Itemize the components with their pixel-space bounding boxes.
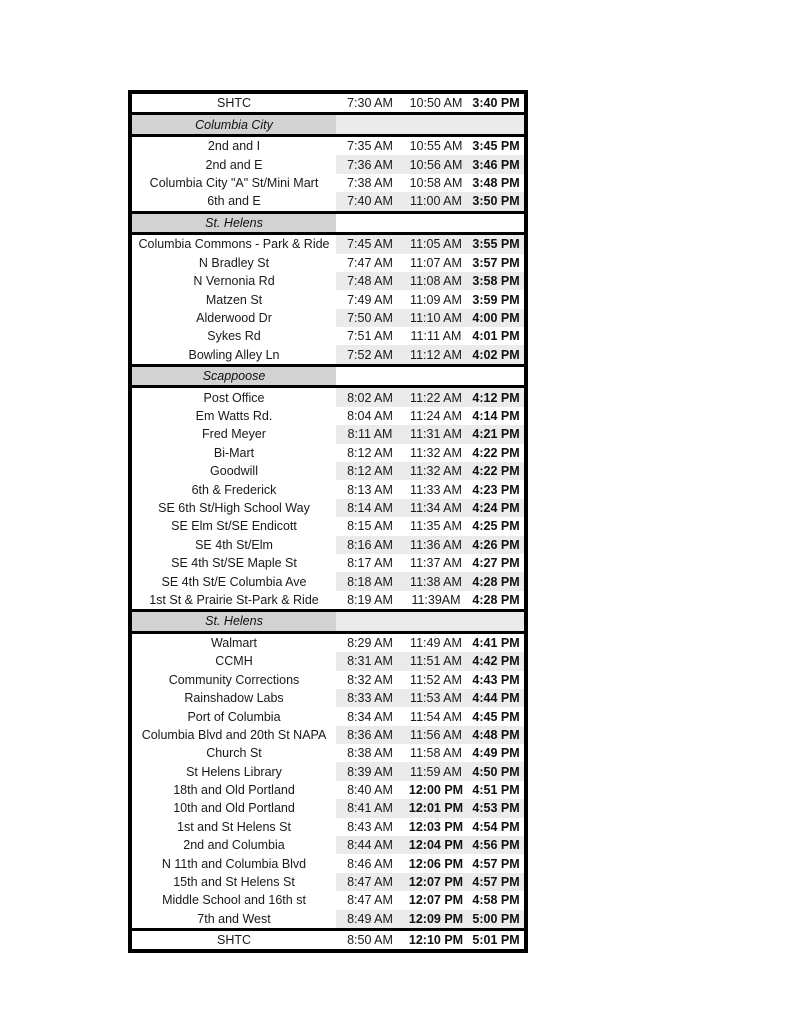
section-label: St. Helens (132, 214, 336, 233)
time-cell-run3 (468, 612, 524, 631)
time-cell-run2: 11:49 AM (410, 635, 462, 650)
time-cell-run2 (404, 214, 468, 233)
time-cell-run3: 4:25 PM (472, 519, 520, 534)
time-cell-run2: 11:33 AM (410, 482, 462, 497)
stop-name: Columbia City "A" St/Mini Mart (149, 175, 319, 190)
stop-name: 6th and E (207, 194, 261, 209)
stop-name: Church St (206, 746, 262, 761)
time-cell-run1: 8:04 AM (347, 409, 393, 424)
stop-name: Post Office (203, 390, 265, 405)
time-cell-run1: 8:29 AM (347, 635, 393, 650)
time-cell-run1: 8:12 AM (347, 445, 393, 460)
time-cell-run1: 7:36 AM (336, 155, 404, 173)
time-cell-run3: 4:49 PM (472, 746, 520, 761)
time-cell-run1: 7:51 AM (347, 329, 393, 344)
time-cell-run2: 12:07 PM (408, 893, 464, 908)
stop-name: 15th and St Helens St (173, 875, 295, 890)
time-cell-run3: 4:00 PM (468, 309, 524, 327)
stop-name: SE 4th St/SE Maple St (171, 556, 297, 571)
time-cell-run2: 12:04 PM (404, 836, 468, 854)
stop-row (132, 388, 524, 406)
stop-row (132, 762, 524, 780)
stop-row (132, 174, 524, 192)
time-cell-run3: 4:50 PM (468, 762, 524, 780)
time-cell-run3: 3:58 PM (468, 272, 524, 290)
time-cell-run1: 7:52 AM (336, 345, 404, 363)
time-cell-run1: 8:19 AM (347, 592, 393, 607)
time-cell-run2: 11:24 AM (410, 409, 462, 424)
stop-name: Columbia Commons - Park & Ride (138, 237, 330, 252)
stop-name: SE 4th St/E Columbia Ave (161, 574, 307, 589)
time-cell-run1: 8:17 AM (347, 556, 393, 571)
time-cell-run1: 8:13 AM (347, 482, 393, 497)
time-cell-run3: 3:46 PM (468, 155, 524, 173)
stop-row (132, 799, 524, 817)
time-cell-run1: 7:47 AM (347, 255, 393, 270)
time-cell-run1: 7:38 AM (347, 175, 393, 190)
section-header-row (132, 211, 524, 236)
time-cell-run2: 11:32 AM (404, 462, 468, 480)
time-cell-run2: 11:58 AM (410, 746, 462, 761)
time-cell-run3: 3:57 PM (472, 255, 520, 270)
time-cell-run2: 11:52 AM (410, 672, 462, 687)
time-cell-run1 (336, 367, 404, 386)
time-cell-run2: 10:50 AM (409, 96, 463, 111)
time-cell-run3: 4:23 PM (472, 482, 520, 497)
time-cell-run2: 12:09 PM (404, 910, 468, 928)
time-cell-run2: 12:01 PM (404, 799, 468, 817)
time-cell-run1: 8:15 AM (347, 519, 393, 534)
stop-name: Em Watts Rd. (195, 409, 273, 424)
time-cell-run3: 4:28 PM (468, 572, 524, 590)
stop-name: N 11th and Columbia Blvd (161, 856, 307, 871)
time-cell-run1: 8:50 AM (347, 933, 393, 948)
time-cell-run3: 4:51 PM (472, 783, 520, 798)
stop-name: Columbia Blvd and 20th St NAPA (141, 727, 327, 742)
time-cell-run1: 8:11 AM (336, 425, 404, 443)
stop-row (132, 155, 524, 173)
section-header-row (132, 112, 524, 137)
stop-row (132, 137, 524, 155)
section-header-row (132, 364, 524, 389)
stop-name: Sykes Rd (207, 329, 261, 344)
time-cell-run3: 4:14 PM (472, 409, 520, 424)
stop-name: Fred Meyer (202, 427, 266, 442)
time-cell-run2: 12:03 PM (408, 819, 464, 834)
time-cell-run1: 7:49 AM (347, 292, 393, 307)
section-label: St. Helens (132, 612, 336, 631)
time-cell-run2: 12:06 PM (408, 856, 464, 871)
stop-row (132, 928, 524, 949)
stop-name: Middle School and 16th st (162, 893, 306, 908)
time-cell-run3: 4:12 PM (468, 388, 524, 406)
stop-row (132, 235, 524, 253)
stop-row (132, 480, 524, 498)
time-cell-run1: 8:32 AM (347, 672, 393, 687)
stop-row (132, 309, 524, 327)
stop-name: 1st and St Helens St (177, 819, 291, 834)
time-cell-run3: 4:24 PM (468, 499, 524, 517)
stop-name: 7th and West (197, 911, 271, 926)
stop-name: SE 6th St/High School Way (158, 501, 310, 515)
stop-name: N Bradley St (198, 255, 270, 270)
time-cell-run1: 8:39 AM (336, 762, 404, 780)
stop-name: Community Corrections (168, 672, 300, 687)
stop-name: Matzen St (205, 292, 263, 307)
stop-name: 2nd and I (207, 139, 261, 154)
time-cell-run2: 12:10 PM (408, 933, 464, 948)
time-cell-run3: 3:45 PM (472, 139, 520, 154)
time-cell-run2 (404, 367, 468, 386)
time-cell-run3: 4:22 PM (468, 462, 524, 480)
time-cell-run2: 11:36 AM (404, 536, 468, 554)
time-cell-run1: 8:38 AM (347, 746, 393, 761)
time-cell-run3: 3:40 PM (472, 96, 520, 111)
time-cell-run3: 4:56 PM (468, 836, 524, 854)
time-cell-run3: 4:42 PM (468, 652, 524, 670)
time-cell-run1: 8:34 AM (347, 709, 393, 724)
stop-name: Goodwill (210, 464, 258, 479)
time-cell-run3: 4:21 PM (468, 425, 524, 443)
stop-name: 2nd and Columbia (183, 838, 285, 853)
stop-row (132, 854, 524, 872)
time-cell-run2: 11:08 AM (404, 272, 468, 290)
time-cell-run2: 10:58 AM (409, 175, 463, 190)
stop-name: Rainshadow Labs (184, 691, 284, 706)
time-cell-run2: 11:09 AM (410, 292, 462, 307)
time-cell-run1: 8:44 AM (336, 836, 404, 854)
stop-name: 2nd and E (205, 157, 263, 172)
stop-name: Walmart (210, 635, 258, 650)
stop-row (132, 554, 524, 572)
stop-row (132, 192, 524, 210)
stop-row (132, 345, 524, 363)
time-cell-run3: 4:53 PM (468, 799, 524, 817)
time-cell-run3: 4:26 PM (468, 536, 524, 554)
time-cell-run1 (336, 612, 404, 631)
stop-row (132, 744, 524, 762)
time-cell-run3 (468, 214, 524, 233)
time-cell-run3: 5:01 PM (472, 933, 520, 948)
time-cell-run3: 4:02 PM (468, 345, 524, 363)
stop-name: SHTC (216, 96, 252, 111)
time-cell-run2: 11:54 AM (410, 709, 462, 724)
stop-row (132, 781, 524, 799)
time-cell-run1: 8:12 AM (336, 462, 404, 480)
stop-name: 10th and Old Portland (173, 801, 295, 816)
stop-name: Bi-Mart (213, 445, 255, 460)
time-cell-run2: 11:07 AM (410, 255, 462, 270)
stop-row (132, 290, 524, 308)
stop-row (132, 707, 524, 725)
time-cell-run3: 4:41 PM (472, 635, 520, 650)
time-cell-run2: 12:07 PM (404, 873, 468, 891)
time-cell-run3: 5:00 PM (468, 910, 524, 928)
time-cell-run3: 4:57 PM (468, 873, 524, 891)
time-cell-run2: 10:56 AM (404, 155, 468, 173)
time-cell-run2: 11:22 AM (404, 388, 468, 406)
stop-name: 6th & Frederick (191, 482, 277, 497)
stop-name: Port of Columbia (187, 709, 281, 724)
time-cell-run1: 8:43 AM (347, 819, 393, 834)
stop-row (132, 517, 524, 535)
time-cell-run1: 7:40 AM (336, 192, 404, 210)
time-cell-run3: 3:48 PM (472, 175, 520, 190)
time-cell-run2: 11:00 AM (404, 192, 468, 210)
section-label: Scappoose (132, 367, 336, 386)
time-cell-run3: 4:27 PM (472, 556, 520, 571)
time-cell-run2: 11:12 AM (404, 345, 468, 363)
time-cell-run3: 4:54 PM (472, 819, 520, 834)
time-cell-run1: 8:02 AM (336, 388, 404, 406)
time-cell-run1: 8:18 AM (336, 572, 404, 590)
time-cell-run2: 11:31 AM (404, 425, 468, 443)
stop-row (132, 818, 524, 836)
stop-row (132, 836, 524, 854)
time-cell-run3: 3:50 PM (468, 192, 524, 210)
time-cell-run2: 11:37 AM (410, 556, 462, 571)
stop-name: 1st St & Prairie St-Park & Ride (149, 592, 319, 607)
time-cell-run2: 11:35 AM (410, 519, 462, 534)
time-cell-run2: 11:56 AM (404, 726, 468, 744)
stop-row (132, 94, 524, 112)
time-cell-run2: 11:53 AM (404, 689, 468, 707)
time-cell-run1: 8:36 AM (336, 726, 404, 744)
time-cell-run1: 8:41 AM (336, 799, 404, 817)
stop-name: St Helens Library (186, 764, 282, 779)
time-cell-run3: 4:28 PM (472, 592, 520, 607)
time-cell-run1: 8:14 AM (336, 499, 404, 517)
stop-row (132, 572, 524, 590)
time-cell-run3: 3:59 PM (472, 292, 520, 307)
stop-row (132, 407, 524, 425)
stop-row (132, 634, 524, 652)
section-header-row (132, 609, 524, 634)
time-cell-run1: 7:45 AM (336, 235, 404, 253)
stop-row (132, 254, 524, 272)
stop-name: N Vernonia Rd (193, 274, 275, 289)
time-cell-run1 (336, 115, 404, 134)
stop-name: SE Elm St/SE Endicott (171, 519, 297, 534)
stop-row (132, 891, 524, 909)
stop-name: 18th and Old Portland (173, 783, 295, 798)
time-cell-run2: 11:10 AM (404, 309, 468, 327)
stop-row (132, 462, 524, 480)
time-cell-run2: 11:39AM (411, 592, 461, 607)
stop-row (132, 425, 524, 443)
time-cell-run1: 7:48 AM (336, 272, 404, 290)
time-cell-run3: 3:55 PM (468, 235, 524, 253)
time-cell-run1 (336, 214, 404, 233)
bus-schedule-table (128, 90, 528, 953)
time-cell-run2 (404, 612, 468, 631)
time-cell-run1: 8:33 AM (336, 689, 404, 707)
time-cell-run2: 11:11 AM (410, 329, 462, 344)
stop-name: Bowling Alley Ln (188, 347, 280, 362)
time-cell-run2: 11:34 AM (404, 499, 468, 517)
stop-row (132, 444, 524, 462)
stop-row (132, 689, 524, 707)
stop-row (132, 536, 524, 554)
stop-row (132, 591, 524, 609)
time-cell-run1: 8:40 AM (347, 783, 393, 798)
time-cell-run1: 7:35 AM (347, 139, 393, 154)
time-cell-run1: 8:16 AM (336, 536, 404, 554)
time-cell-run1: 7:30 AM (347, 96, 393, 111)
time-cell-run1: 8:31 AM (336, 652, 404, 670)
time-cell-run1: 7:50 AM (336, 309, 404, 327)
time-cell-run3: 4:44 PM (468, 689, 524, 707)
time-cell-run3: 4:43 PM (472, 672, 520, 687)
section-label: Columbia City (132, 115, 336, 134)
stop-row (132, 652, 524, 670)
time-cell-run3 (468, 115, 524, 134)
stop-name: SHTC (216, 933, 252, 948)
time-cell-run2: 12:00 PM (408, 783, 464, 798)
time-cell-run3: 4:48 PM (468, 726, 524, 744)
time-cell-run1: 8:46 AM (347, 856, 393, 871)
time-cell-run1: 8:47 AM (347, 893, 393, 908)
stop-row (132, 873, 524, 891)
time-cell-run3 (468, 367, 524, 386)
time-cell-run2: 11:51 AM (404, 652, 468, 670)
time-cell-run2: 11:32 AM (410, 445, 462, 460)
time-cell-run2 (404, 115, 468, 134)
time-cell-run2: 11:59 AM (404, 762, 468, 780)
time-cell-run3: 4:57 PM (472, 856, 520, 871)
time-cell-run3: 4:22 PM (472, 445, 520, 460)
stop-row (132, 499, 524, 517)
time-cell-run1: 8:47 AM (336, 873, 404, 891)
stop-row (132, 327, 524, 345)
time-cell-run3: 4:45 PM (472, 709, 520, 724)
time-cell-run3: 4:58 PM (472, 893, 520, 908)
stop-name: SE 4th St/Elm (195, 537, 273, 552)
time-cell-run2: 10:55 AM (409, 139, 463, 154)
stop-row (132, 726, 524, 744)
time-cell-run3: 4:01 PM (472, 329, 520, 344)
stop-name: CCMH (215, 654, 253, 669)
stop-row (132, 272, 524, 290)
time-cell-run1: 8:49 AM (336, 910, 404, 928)
time-cell-run2: 11:38 AM (404, 572, 468, 590)
stop-row (132, 671, 524, 689)
time-cell-run2: 11:05 AM (404, 235, 468, 253)
stop-row (132, 910, 524, 928)
stop-name: Alderwood Dr (196, 310, 272, 325)
